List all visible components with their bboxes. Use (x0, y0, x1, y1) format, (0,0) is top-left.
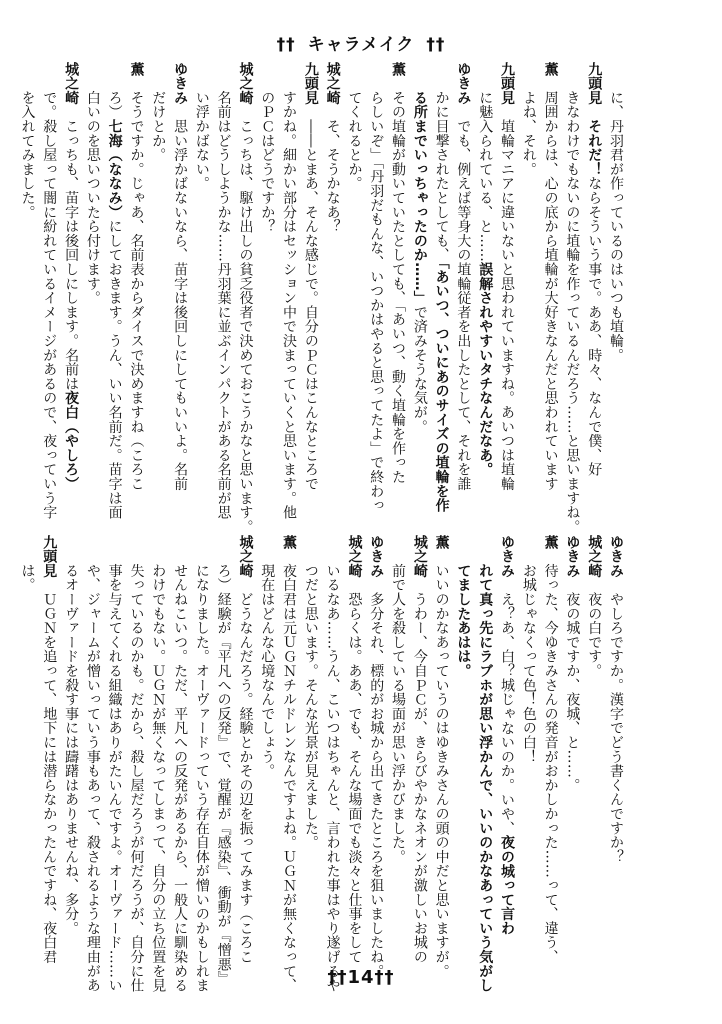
line-text: てくれるとか。 (346, 90, 363, 191)
dialogue-line (37, 62, 59, 520)
dialogue-line (59, 535, 81, 955)
dialogue-line (234, 62, 256, 534)
dialogue-line (517, 535, 539, 955)
dialogue-line (408, 62, 430, 482)
line-text: 思い浮かばないなら、苗字は後回しにしてもいいよ。名前 (172, 119, 189, 492)
line-text: 名前はどうしようかな……丹羽葉に並ぶインパクトがある名前が思 (215, 90, 232, 520)
line-text: つだと思います。そんな光景が見えました。 (302, 563, 319, 850)
speaker-name: 薫 (542, 62, 559, 77)
speaker-name: 九頭見 (499, 62, 516, 105)
speaker-name: 城之崎 (63, 62, 80, 105)
line-text: そ、そうかなあ？ (324, 119, 341, 234)
dialogue-line (343, 62, 365, 482)
line-text: 恐らくは。ああ、でも、そんな場面でも淡々と仕事をして (346, 592, 363, 965)
speaker-name: ゆきみ (564, 535, 581, 578)
line-text: きなわけでもないのに埴輪を作っているんだろう……と思いますね。 (564, 90, 581, 534)
dialogue-line (452, 535, 474, 955)
line-text: だけとか。 (150, 90, 167, 163)
line-text: でも、例えば等身大の埴輪従者を出したとして、それを誰 (455, 119, 472, 492)
emphasis-text: る所までいっちゃったのか……」 (411, 90, 428, 306)
dialogue-line (255, 535, 277, 955)
speaker-name: ゆきみ (455, 62, 472, 105)
line-text: 白いのを思いついたら付けます。 (84, 90, 101, 306)
line-text: い浮かばない。 (193, 90, 210, 191)
line-text: うわー、今自ＰＣが、きらびやかなネオンが激しいお城の (411, 592, 428, 965)
speaker-name: 城之崎 (237, 535, 254, 578)
emphasis-text: 夜の城って言わ (499, 835, 516, 936)
dialogue-line (430, 535, 452, 979)
line-text: 多分それ、標的がお城から出てきたところを狙いましたね。 (368, 592, 385, 979)
line-text: ＵＧＮを追って、地下には潜らなかったんですね、夜白君 (41, 592, 58, 965)
dialogue-line (321, 62, 343, 482)
line-text: 城じゃないのか。いや、 (499, 678, 516, 836)
emphasis-text: 「あいつ、ついにあのサイズの埴輪を作 (433, 262, 450, 513)
line-text: は。 (19, 563, 36, 593)
line-text: 待った、今ゆきみさんの発音がおかしかった……って、違う、 (542, 563, 559, 965)
speaker-name: 城之崎 (324, 62, 341, 105)
line-text: あ、白？ (499, 620, 516, 679)
line-text: どうなんだろう。経験とかその辺を振ってみます（ころこ (237, 592, 254, 965)
dialogue-line (125, 535, 147, 993)
speaker-name: 薫 (281, 535, 298, 550)
speaker-name: ゆきみ (368, 535, 385, 578)
line-text: にしておきます。うん、いい名前だ。苗字は面 (106, 219, 123, 520)
line-text: に魅入られている、と…… (477, 90, 494, 263)
dialogue-line (299, 62, 321, 492)
dialogue-line (81, 535, 103, 993)
dialogue-line (386, 535, 408, 955)
dialogue-line (81, 62, 103, 482)
dialogue-line (277, 535, 299, 993)
speaker-name: ゆきみ (172, 62, 189, 105)
dialogue-line (321, 535, 343, 993)
dialogue-line (561, 535, 583, 955)
emphasis-text: れて真っ先にラブホが思い浮かんで、いいのかなあっていう気がし (477, 563, 494, 993)
line-text: 周囲からは、心の底から埴輪が大好きなんだと思われています (542, 90, 559, 492)
line-text: そうですか。じゃあ、名前表からダイスで決めますね（ころこ (128, 90, 145, 492)
dialogue-column-top (19, 62, 626, 534)
line-text: いるなあ……うん、こいつはちゃんと、言われた事はやり遂げるや (324, 563, 341, 993)
line-text: こっちは、駆け出しの貧乏役者で決めておこうかなと思います。 (237, 119, 254, 534)
speaker-name: 薫 (390, 62, 407, 77)
dialogue-line (212, 535, 234, 986)
dialogue-line (212, 62, 234, 520)
line-text: になりました。オーヴァードっていう存在自体が憎いのかもしれま (193, 563, 210, 993)
emphasis-text: 七海（ななみ） (106, 119, 123, 220)
line-text: 夜白君は元ＵＧＮチルドレンなんですよね。ＵＧＮが無くなって、 (281, 563, 298, 993)
emphasis-text: 夜白（やしろ） (63, 390, 80, 492)
dialogue-line (517, 62, 539, 482)
line-text: ろ）経験が『平凡への反発』で、覚醒が『感染』、衝動が『憎悪』 (215, 563, 232, 986)
cross-ornament-left: †† (276, 35, 296, 55)
line-text: で済みそうな気が。 (411, 305, 428, 434)
dialogue-line (473, 535, 495, 993)
dialogue-line (103, 62, 125, 520)
line-text: で。殺し屋って闇に紛れているイメージがあるので、夜っていう字 (41, 90, 58, 520)
line-text: 夜の城ですか、夜城、と……。 (564, 592, 581, 793)
emphasis-text: てましたあはは。 (455, 563, 472, 679)
dialogue-line (16, 62, 38, 482)
line-text: 夜の白です。 (586, 592, 603, 679)
dialogue-line (430, 62, 452, 513)
speaker-name: 薫 (542, 535, 559, 550)
dialogue-line (146, 535, 168, 993)
line-text: いいのかなあっていうのはゆきみさんの頭の中だと思いますが。 (433, 563, 450, 979)
dialogue-line (146, 62, 168, 482)
line-text: よね、それ。 (520, 90, 537, 177)
dialogue-line (125, 62, 147, 492)
dialogue-line (190, 62, 212, 482)
dialogue-line (386, 62, 408, 485)
speaker-name: 薫 (128, 62, 145, 77)
section-title: キャラメイク (307, 35, 415, 55)
dialogue-line (299, 535, 321, 955)
line-text: 色の白！ (520, 706, 537, 764)
dialogue-line (37, 535, 59, 965)
speaker-name: 九頭見 (41, 535, 58, 578)
dialogue-line (103, 535, 125, 993)
dialogue-line (277, 62, 299, 520)
line-text: 前で人を殺している場面が思い浮かびました。 (390, 563, 407, 864)
line-text: ろ） (106, 90, 123, 120)
dialogue-line (364, 62, 386, 513)
dialogue-line (16, 535, 38, 955)
dialogue-line (604, 535, 626, 955)
dialogue-line (168, 62, 190, 492)
dialogue-line (495, 62, 517, 492)
dialogue-line (59, 62, 81, 492)
line-text: 失っているのかも。だから、殺し屋だろうが何だろうが、自分に仕 (128, 563, 145, 993)
line-text: かに目撃されたとしても、 (433, 90, 450, 263)
dialogue-line (364, 535, 386, 979)
dialogue-line (255, 62, 277, 482)
dialogue-line (168, 535, 190, 993)
line-text: せんねこいつ。ただ、平凡への反発があるから、一般人に馴染める (172, 563, 189, 993)
dialogue-line (604, 62, 626, 482)
page-number: ††14†† (327, 967, 395, 988)
speaker-name: 九頭見 (586, 62, 603, 105)
dialogue-line (582, 62, 604, 482)
line-text: わけでもない。ＵＧＮが無くなってしまって、自分の立ち位置を見 (150, 563, 167, 993)
line-text: 現在はどんな心境なんでしょう。 (259, 563, 276, 779)
dialogue-line (343, 535, 365, 965)
speaker-name: ゆきみ (499, 535, 516, 578)
line-text: すかね。細かい部分はセッション中で決まっていくと思います。他 (281, 90, 298, 520)
line-text: のＰＣはどうですか？ (259, 90, 276, 234)
line-text: やしろですか。漢字でどう書くんですか？ (608, 592, 624, 864)
line-text: その埴輪が動いていたとしても、「あいつ、動く埴輪を作った (390, 90, 407, 485)
line-text: るオーヴァードを殺す事には躊躇はありませんね、多分。 (63, 563, 80, 936)
speaker-name: 城之崎 (586, 535, 603, 578)
line-text: らしいぞ」「丹羽だもんな、いつかはやると思ってたよ」で終わっ (368, 90, 385, 513)
dialogue-line (495, 535, 517, 955)
emphasis-text: それだ！ (586, 119, 603, 177)
page-title (0, 30, 722, 55)
emphasis-text: 誤解されやすいタチなんだなあ。 (477, 262, 494, 477)
line-text: こっちも、苗字は後回しにします。名前は (63, 119, 80, 391)
speaker-name: 城之崎 (411, 535, 428, 578)
line-text: ――とまあ、そんな感じで。自分のＰＣはこんなところで (302, 119, 319, 492)
dialogue-line (473, 62, 495, 482)
line-text: え？ (499, 592, 516, 621)
dialogue-line (561, 62, 583, 534)
line-text: に、丹羽君が作っているのはいつも埴輪。 (608, 90, 624, 363)
line-text: 埴輪マニアに違いないと思われていますね。あいつは埴輪 (499, 119, 516, 492)
speaker-name: 九頭見 (302, 62, 319, 105)
line-text: 事を与えてくれる組織はありがたいんですよ。オーヴァード……い (106, 563, 123, 993)
speaker-name: 城之崎 (237, 62, 254, 105)
dialogue-line (452, 62, 474, 492)
speaker-name: 城之崎 (346, 535, 363, 578)
dialogue-line (539, 535, 561, 965)
line-text: ならそういう事で。ああ、時々、なんで僕、好 (586, 176, 603, 477)
dialogue-line (582, 535, 604, 955)
cross-ornament-right: †† (426, 35, 446, 55)
dialogue-line (408, 535, 430, 965)
line-text: を入れてみました。 (19, 90, 36, 220)
line-text: お城じゃなくって色！ (520, 563, 537, 707)
speaker-name: 薫 (433, 535, 450, 550)
speaker-name: ゆきみ (608, 535, 624, 578)
dialogue-line (190, 535, 212, 993)
line-text: や、ジャームが憎いっていう事もあって、殺されるような理由があ (84, 563, 101, 993)
dialogue-line (539, 62, 561, 492)
dialogue-line (234, 535, 256, 965)
